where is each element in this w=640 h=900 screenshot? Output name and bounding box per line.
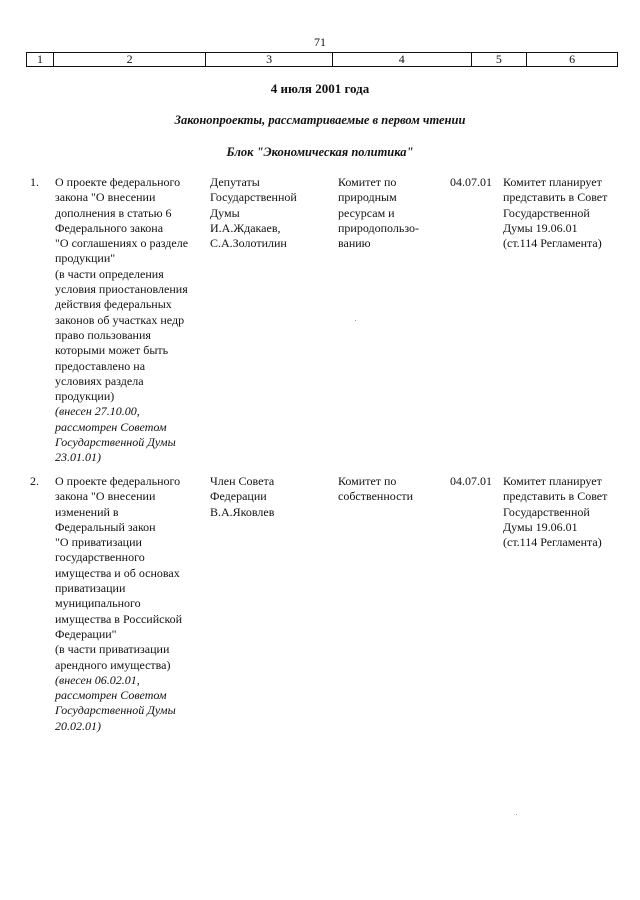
plan-line: Комитет планирует xyxy=(503,474,602,488)
bill-title-line: закона "О внесении xyxy=(55,489,156,504)
committee-line: собственности xyxy=(338,489,414,504)
author-line: С.А.Золотилин xyxy=(210,236,287,251)
bill-title-line: муниципального xyxy=(55,596,141,611)
bill-title-line: "О приватизации xyxy=(55,535,142,550)
bill-note-line: рассмотрен Советом xyxy=(55,688,167,703)
column-number: 4 xyxy=(333,53,472,66)
bill-title-line: условия приостановления xyxy=(55,282,188,297)
bill-title-line: условиях раздела xyxy=(55,373,144,388)
bill-title-line: имущества в Российской xyxy=(55,611,183,626)
bill-title-line: действия федеральных xyxy=(55,297,172,312)
date-heading: 4 июля 2001 года xyxy=(270,81,370,96)
bill-title-line: изменений в xyxy=(55,504,119,519)
bill-title-line: приватизации xyxy=(55,581,126,596)
bill-note-line: 23.01.01) xyxy=(55,450,101,465)
bill-note-line: Государственной Думы xyxy=(55,703,176,718)
plan-line: представить в Совет xyxy=(503,190,608,205)
column-number-row xyxy=(26,52,618,67)
author-line: В.А.Яковлев xyxy=(210,504,275,519)
bill-title-line: О проекте федерального xyxy=(55,175,181,189)
author-line: И.А.Ждакаев, xyxy=(210,220,281,235)
bill-title-line: предоставлено на xyxy=(55,358,146,373)
bill-title-line: государственного xyxy=(55,550,145,565)
bill-title-line: "О соглашениях о разделе xyxy=(55,236,189,251)
page-number: 71 xyxy=(314,35,326,49)
column-number: 5 xyxy=(472,53,528,66)
plan-line: Думы 19.06.01 xyxy=(503,220,578,235)
plan-line: Государственной xyxy=(503,205,590,220)
bill-title-line: имущества и об основах xyxy=(55,565,180,580)
committee-line: природным xyxy=(338,190,397,205)
plan-line: Государственной xyxy=(503,504,590,519)
plan-line: представить в Совет xyxy=(503,489,608,504)
bill-title-line: О проекте федерального xyxy=(55,474,181,488)
committee-line: природопользо- xyxy=(338,220,419,235)
bill-title-line: (в части приватизации xyxy=(55,642,170,657)
bill-title-line: арендного имущества) xyxy=(55,657,171,672)
committee-plan xyxy=(503,175,618,251)
review-date: 04.07.01 xyxy=(450,474,492,488)
committee-line: ванию xyxy=(338,236,371,251)
bill-title-line: которыми может быть xyxy=(55,343,169,358)
block-heading: Блок "Экономическая политика" xyxy=(226,145,414,159)
entry-number: 1. xyxy=(30,175,39,189)
column-number: 3 xyxy=(206,53,333,66)
bill-note-line: (внесен 27.10.00, xyxy=(55,404,140,419)
bill-title-line: (в части определения xyxy=(55,266,164,281)
bill-title xyxy=(55,175,205,466)
column-number: 6 xyxy=(569,52,576,66)
author-line: Думы xyxy=(210,205,240,220)
bill-note-line: (внесен 06.02.01, xyxy=(55,672,140,687)
committee-line: Комитет по xyxy=(338,175,397,189)
bill-title-line: Федерального закона xyxy=(55,220,164,235)
bill-title-line: продукции" xyxy=(55,251,116,266)
bill-title-line: продукции) xyxy=(55,389,115,404)
review-date: 04.07.01 xyxy=(450,175,492,189)
bill-authors xyxy=(210,175,330,251)
committee-line: ресурсам и xyxy=(338,205,395,220)
bill-title-line: право пользования xyxy=(55,327,151,342)
bill-title-line: законов об участках недр xyxy=(55,312,185,327)
scan-speck xyxy=(355,320,356,321)
bill-authors xyxy=(210,474,330,520)
plan-line: (ст.114 Регламента) xyxy=(503,535,602,550)
bill-title-line: дополнения в статью 6 xyxy=(55,205,172,220)
bill-title-line: Федерации" xyxy=(55,626,117,641)
bill-note-line: Государственной Думы xyxy=(55,435,176,450)
committee-plan xyxy=(503,474,618,550)
column-number: 2 xyxy=(54,53,206,66)
bill-note-line: рассмотрен Советом xyxy=(55,419,167,434)
scan-speck xyxy=(516,814,517,815)
author-line: Федерации xyxy=(210,489,267,504)
bill-note-line: 20.02.01) xyxy=(55,718,101,733)
author-line: Государственной xyxy=(210,190,297,205)
plan-line: Думы 19.06.01 xyxy=(503,519,578,534)
responsible-committee xyxy=(338,474,448,505)
column-number: 1 xyxy=(27,53,54,66)
responsible-committee xyxy=(338,175,448,251)
plan-line: Комитет планирует xyxy=(503,175,602,189)
author-line: Член Совета xyxy=(210,474,275,488)
plan-line: (ст.114 Регламента) xyxy=(503,236,602,251)
entry-number: 2. xyxy=(30,474,39,488)
bill-title-line: Федеральный закон xyxy=(55,519,156,534)
bill-title xyxy=(55,474,205,734)
committee-line: Комитет по xyxy=(338,474,397,488)
author-line: Депутаты xyxy=(210,175,260,189)
bill-title-line: закона "О внесении xyxy=(55,190,156,205)
section-heading: Законопроекты, рассматриваемые в первом чтении xyxy=(174,113,466,127)
